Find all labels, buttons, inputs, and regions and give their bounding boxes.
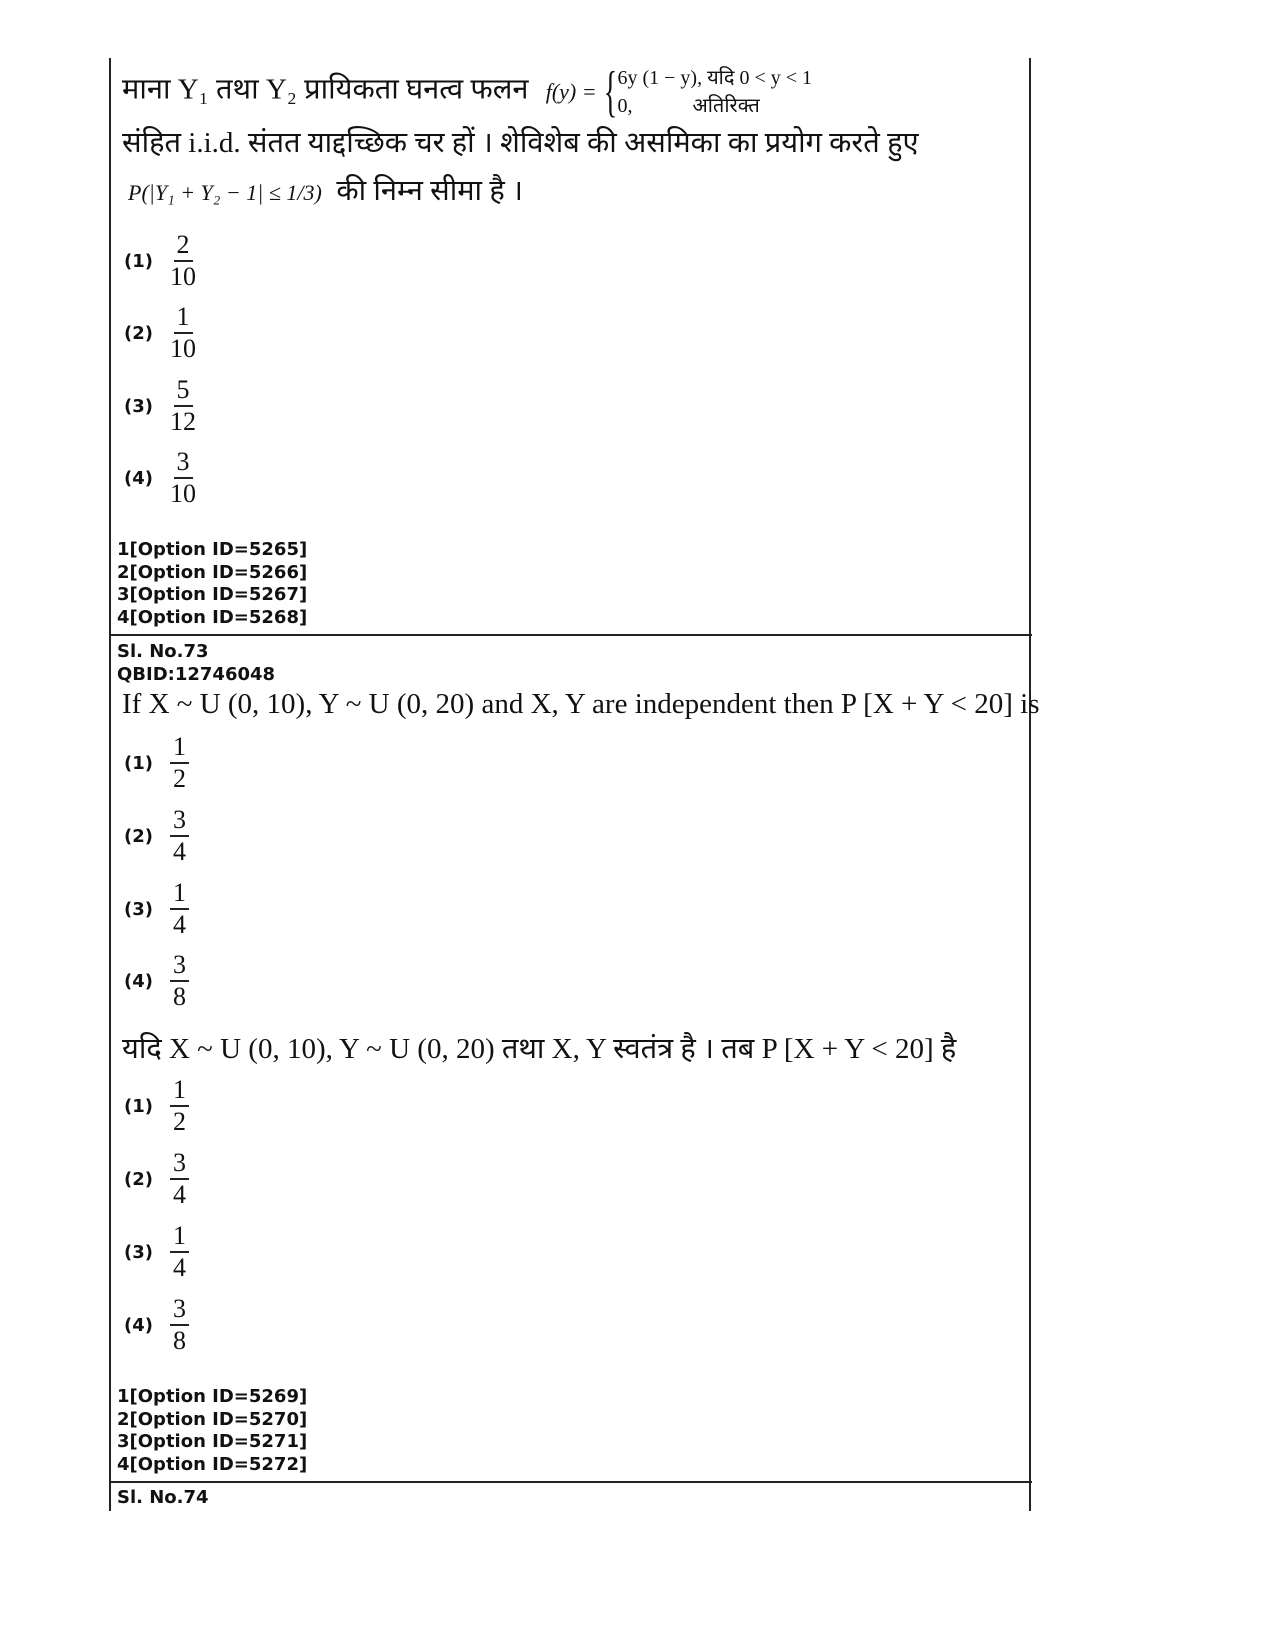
option-label: (1) [124,1095,153,1117]
option-id: 4[Option ID=5268] [117,606,308,628]
fraction [170,732,189,794]
q72-case1: 6y (1 − y), यदि 0 < y < 1 [617,67,813,89]
option-label: (2) [124,1168,153,1190]
serial-number: Sl. No.74 [117,1487,209,1508]
option-label: (2) [124,322,153,344]
q72-line3 [128,170,523,209]
option-id: 1[Option ID=5265] [117,539,308,560]
option-label: (1) [124,752,153,774]
denominator: 2 [173,1107,186,1136]
fraction [170,950,189,1012]
option-2 [124,302,196,364]
denominator: 4 [173,910,186,939]
q72-fy: f(y) = [545,78,597,104]
option-3 [124,375,196,437]
fraction [170,375,196,437]
option-label: (1) [124,250,153,272]
denominator: 10 [170,262,196,291]
fraction [170,805,189,867]
option-3 [124,1221,189,1283]
denominator: 8 [173,1326,186,1355]
q72-case2: 0, अतिरिक्त [617,95,760,117]
qbid: QBID:12746048 [117,664,276,685]
numerator: 5 [174,375,193,407]
numerator: 3 [170,805,189,837]
numerator: 1 [170,1221,189,1253]
option-id: 3[Option ID=5271] [117,1431,308,1452]
denominator: 12 [170,407,196,436]
fraction [170,1075,189,1137]
numerator: 3 [174,447,193,479]
option-label: (3) [124,1241,153,1263]
option-label: (4) [124,1314,153,1336]
option-id: 2[Option ID=5266] [117,561,308,583]
q73-question-hi: यदि X ~ U (0, 10), Y ~ U (0, 20) तथा X, Y स्वतंत्र है । तब P [X + Y < 20] है [122,1033,957,1065]
option-2 [124,805,189,867]
option-1 [124,732,189,794]
brace: { [603,61,617,123]
numerator: 2 [174,230,193,262]
option-label: (3) [124,395,153,417]
denominator: 8 [173,982,186,1011]
option-label: (2) [124,825,153,847]
q73-question-en: If X ~ U (0, 10), Y ~ U (0, 20) and X, Y are independent then P [X + Y < 20] is [122,688,1040,720]
q72-line3-text: की निम्न सीमा है । [336,175,523,207]
fraction [170,878,189,940]
denominator: 2 [173,764,186,793]
numerator: 1 [170,878,189,910]
numerator: 3 [170,1148,189,1180]
q72-expr: P(|Y₁ + Y₂ − 1| ≤ 1/3) [128,180,322,205]
fraction [170,1148,189,1210]
divider [110,1481,1032,1483]
numerator: 3 [170,1294,189,1326]
fraction [170,1294,189,1356]
q72-line1 [122,60,812,124]
divider [110,634,1032,636]
option-1 [124,1075,189,1137]
option-id: 1[Option ID=5269] [117,1386,308,1407]
option-label: (3) [124,898,153,920]
numerator: 3 [170,950,189,982]
option-2 [124,1148,189,1210]
option-4 [124,950,189,1012]
right-border [1029,58,1031,1511]
denominator: 4 [173,1180,186,1209]
left-border [109,58,111,1511]
option-label: (4) [124,467,153,489]
fraction [170,1221,189,1283]
option-4 [124,1294,189,1356]
denominator: 10 [170,334,196,363]
option-1 [124,230,196,292]
denominator: 4 [173,1253,186,1282]
denominator: 10 [170,479,196,508]
numerator: 1 [174,302,193,334]
fraction [170,447,196,509]
option-id: 3[Option ID=5267] [117,584,308,605]
numerator: 1 [170,732,189,764]
fraction [170,230,196,292]
fraction [170,302,196,364]
q72-piecewise [617,64,812,120]
q72-line2: संहित i.i.d. संतत याद्दच्छिक चर हों । शेविशेब की असमिका का प्रयोग करते हुए [122,127,919,159]
option-3 [124,878,189,940]
numerator: 1 [170,1075,189,1107]
option-id: 2[Option ID=5270] [117,1408,308,1430]
denominator: 4 [173,837,186,866]
option-label: (4) [124,970,153,992]
q72-text: माना Y₁ तथा Y₂ प्रायिकता घनत्व फलन [122,73,529,106]
serial-number: Sl. No.73 [117,641,209,662]
option-id: 4[Option ID=5272] [117,1453,308,1475]
option-4 [124,447,196,509]
